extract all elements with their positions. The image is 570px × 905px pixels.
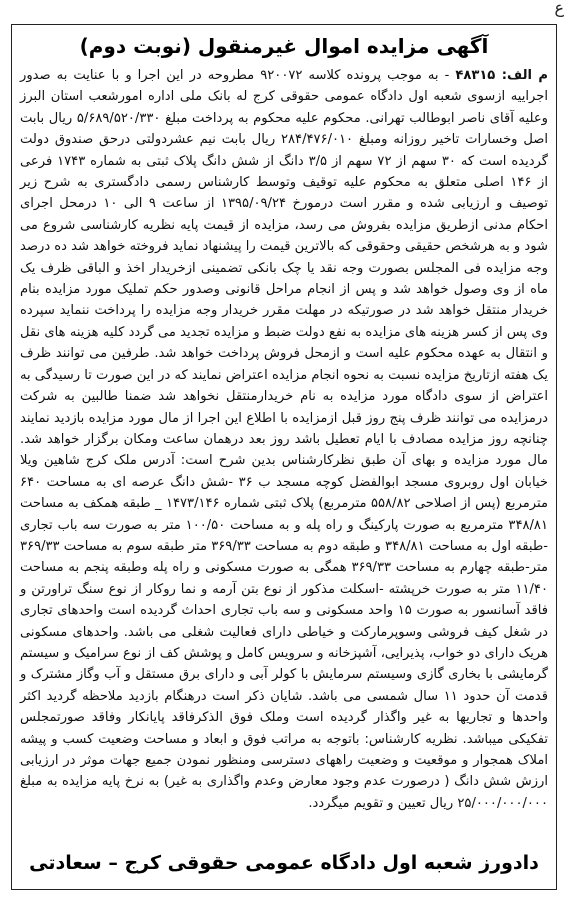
notice-body [20, 65, 548, 814]
notice-body-text: - به موجب پرونده کلاسه ۹۲۰۰۷۲ مطروحه در این اجرا و با عنایت به صدور اجراییه ازسوی شعبه اول دادگاه عمومی حقوقی کرج له بانک ملی اداره امورشعب استان البرز وعلیه آقای ناصر ابوطالب تهرانی. محکوم علیه محکوم به پرداخت مبلغ ۵/۶۸۹/۵۲۰/۳۳۰ ریال بابت اصل وخسارات تاخیر روزانه ومبلغ ۲۸۴/۴۷۶/۰۱۰ ریال بابت نیم عشردولتی درحق صندوق دولت گردیده است که ۳۰ سهم از ۷۲ سهم از ۳/۵ دانگ از شش دانگ پلاک ثبتی به شماره ۱۷۴۳ فرعی از ۱۴۶ اصلی متعلق به محکوم علیه توقیف وتوسط کارشناس رسمی دادگستری به شرح زیر توصیف و ارزیابی شده و مقرر است درمورخ ۱۳۹۵/۰۹/۲۴ از ساعت ۹ الی ۱۰ درمحل اجرای احکام مدنی ازطریق مزایده بفروش می رسد، مزایده از قیمت پایه نظریه کارشناسی شروع می شود و به هرشخص حقیقی وحقوقی که بالاترین قیمت را پیشنهاد نماید فروخته خواهد شد ده درصد وجه مزایده فی المجلس بصورت وجه نقد یا چک بانکی تضمینی ازخریدار اخذ و الباقی ظرف یک ماه از وی وصول خواهد شد و پس از انجام مراحل قانونی وصدور حکم تملیک مورد مزایده بنام خریدار منتقل خواهد شد در صورتیکه در مهلت مقرر خریدار وجه مزایده را پرداخت ننماید سپرده وی پس از کسر هزینه های مزایده به نفع دولت ضبط و مزایده تجدید می گردد کلیه هزینه های نقل و انتقال به عهده محکوم علیه است و ازمحل فروش پرداخت خواهد شد. طرفین می توانند ظرف یک هفته ازتاریخ مزایده نسبت به نحوه انجام مزایده اعتراض نمایند که در این صورت تا رسیدگی به اعتراض از سوی دادگاه مورد مزایده به نام خریدارمنتقل نخواهد شد ضمنا طالبین به شرکت درمزایده می توانند ظرف پنج روز قبل ازمزایده با اطلاع این اجرا از مال مورد مزایده بازدید نمایند چنانچه روز مزایده مصادف با ایام تعطیل باشد روز بعد درهمان ساعت ومکان برگزار خواهد شد. مال مورد مزایده و بهای آن طبق نظرکارشناس بدین شرح است: آدرس ملک کرج شاهین ویلا خیابان اول روبروی مسجد ابوالفضل کوچه مسجد ب ۳۶ -شش دانگ عرصه ای به مساحت ۶۴۰ مترمربع (پس از اصلاحی ۵۵۸/۸۲ مترمربع) پلاک ثبتی شماره ۱۴۷۳/۱۴۶ _ طبقه همکف به مساحت ۳۴۸/۸۱ مترمربع به صورت پارکینگ و راه پله و به مساحت ۱۰۰/۵۰ متر به صورت سه باب تجاری -طبقه اول به مساحت ۳۴۸/۸۱ و طبقه دوم به مساحت ۳۶۹/۳۳ متر طبقه سوم به مساحت ۳۶۹/۳۳ متر-طبقه چهارم به مساحت ۳۶۹/۳۳ همگی به صورت مسکونی و راه پله وطبقه پنجم به مساحت ۱۱/۴۰ متر به صورت خرپشته -اسکلت مذکور از نوع بتن آرمه و نما روکار از نوع سنگ تراورتن و فاقد آسانسور به صورت ۱۵ واحد مسکونی و سه باب تجاری احداث گردیده است واحدهای تجاری در شغل کیف فروشی وسوپرمارکت و خیاطی دارای فعالیت شغلی می باشد. واحدهای مسکونی هریک دارای دو خواب، پذیرایی، آشپزخانه و سرویس کامل و پوشش کف از نوع سرامیک و سیستم گرمایشی با بخاری گازی وسیستم سرمایش با کولر آبی و دارای برق مستقل و آب وگاز مشترک و قدمت آن حدود ۱۱ سال شمسی می باشد. شایان ذکر است درهنگام بازدید ملاحظه گردید اکثر واحدها و تجاریها به غیر واگذار گردیده است وملک فوق الذکرفاقد پایانکار وفاقد صورتمجلس تفکیکی میباشد. نظریه کارشناس: باتوجه به مراتب فوق و ابعاد و مساحت وضعیت کسب و پیشه املاک همجوار و موقعیت و وضعیت راههای دسترسی ومنظور نمودن جمیع جهات موثر در ارزیابی ارزش شش دانگ ( درصورت عدم وجود معارض وعدم واگذاری به غیر) به نرخ پایه مزایده به مبلغ ۲۵/۰۰۰/۰۰۰/۰۰۰ ریال تعیین و تقویم میگردد. [19, 68, 549, 811]
clipped-text-fragment: ع [554, 0, 564, 17]
notice-signature: دادورز شعبه اول دادگاه عمومی حقوقی کرج – سعادتی [29, 852, 539, 874]
notice-title: آگهی مزایده اموال غیرمنقول (نوبت دوم) [79, 34, 489, 58]
notice-reference: م الف: ۴۸۳۱۵ [455, 68, 548, 83]
auction-notice [11, 24, 557, 890]
